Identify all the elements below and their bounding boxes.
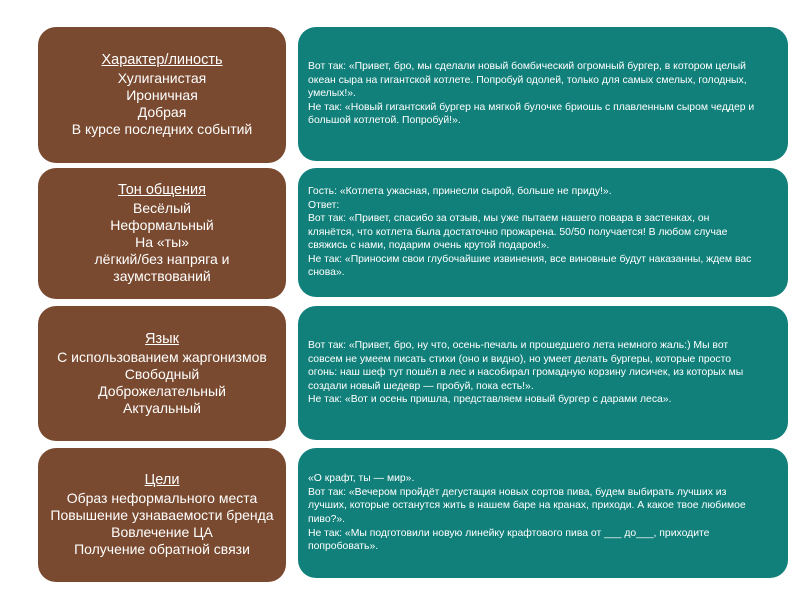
trait-item: лёгкий/без напряга и заумствований [94, 251, 230, 284]
trait-item: Вовлечение ЦА [111, 524, 213, 540]
example-line: клянётся, что котлета была достаточно прожарена. 50/50 получается! В любом случае [308, 226, 728, 238]
example-line: океан сыра на гигантской котлете. Попробуй одолей, только для самых смелых, голодных, [308, 74, 747, 86]
trait-item: Добрая [137, 104, 187, 120]
example-line: Вот так: «Вечером пройдёт дегустация новых сортов пива, будем выбирать лучших из [308, 486, 727, 498]
trait-title: Язык [145, 330, 179, 347]
example-line: снова». [308, 267, 345, 279]
trait-item: С использованием жаргонизмов [57, 348, 267, 365]
example-line: совсем не умеем писать стихи (оно и видно), но умеет делать бургеры, которые просто [308, 353, 732, 365]
example-line: умелых!». [308, 88, 356, 100]
trait-item: Образ неформального места [66, 490, 258, 506]
trait-title: Характер/линость [101, 52, 223, 68]
example-line: Вот так: «Привет, бро, мы сделали новый бомбический огромный бургер, в котором целый [308, 61, 746, 73]
trait-box-goals [38, 448, 286, 582]
example-line: лучших, которые останутся жить в нашем баре на кранах, приходи. А какое твое любимое [308, 500, 746, 512]
trait-item: Повышение узнаваемости бренда [50, 507, 274, 523]
example-line: свяжись с нами, подарим очень крутой подарок!». [308, 240, 550, 252]
trait-item: Свободный [124, 365, 200, 382]
trait-item: Весёлый [133, 200, 191, 216]
trait-title: Цели [144, 472, 180, 488]
example-line: Не так: «Приносим свои глубочайшие извинения, все виновные будут наказанны, ждем вас [308, 253, 752, 265]
trait-item: Актуальный [123, 399, 201, 416]
trait-item: В курсе последних событий [71, 121, 253, 137]
trait-item: На «ты» [135, 234, 189, 250]
example-box-tone [298, 168, 788, 297]
trait-box-language [38, 306, 286, 441]
example-line: создали новый шедевр — пробуй, пока есть!». [308, 380, 534, 392]
example-box-goals [298, 448, 788, 578]
example-line: Гость: «Котлета ужасная, принесли сырой, больше не приду!». [308, 185, 612, 197]
example-box-language [298, 306, 788, 440]
trait-item: Доброжелательный [98, 382, 226, 399]
example-box-character [298, 27, 788, 161]
example-line: огонь: наш шеф тут пошёл в лес и насобирал громадную корзину лисичек, из которых мы [308, 367, 744, 379]
trait-box-character [38, 27, 286, 163]
example-line: Не так: «Вот и осень пришла, представляем новый бургер с дарами леса». [308, 394, 672, 406]
example-line: большой котлетой. Попробуй!». [308, 115, 461, 127]
example-line: пиво?». [308, 514, 346, 525]
example-line: Вот так: «Привет, бро, ну что, осень-печаль и прошедшего лета немного жаль:) Мы вот [308, 340, 729, 352]
trait-item: Неформальный [110, 217, 214, 233]
example-line: Не так: «Мы подготовили новую линейку крафтового пива от ___ до___, приходите [308, 527, 710, 539]
example-line: «О крафт, ты — мир». [308, 473, 415, 485]
example-line: Не так: «Новый гигантский бургер на мягкой булочке бриошь с плавленным сыром чеддер и [308, 101, 755, 113]
trait-title: Тон общения [118, 182, 206, 198]
trait-item: Хулиганистая [117, 70, 207, 86]
trait-box-tone [38, 168, 286, 299]
trait-item: Получение обратной связи [74, 541, 250, 557]
example-line: попробовать». [308, 541, 379, 553]
example-line: Вот так: «Привет, спасибо за отзыв, мы уже пытаем нашего повара в застенках, он [308, 213, 710, 225]
example-line: Ответ: [308, 199, 340, 211]
trait-item: Ироничная [126, 87, 198, 103]
